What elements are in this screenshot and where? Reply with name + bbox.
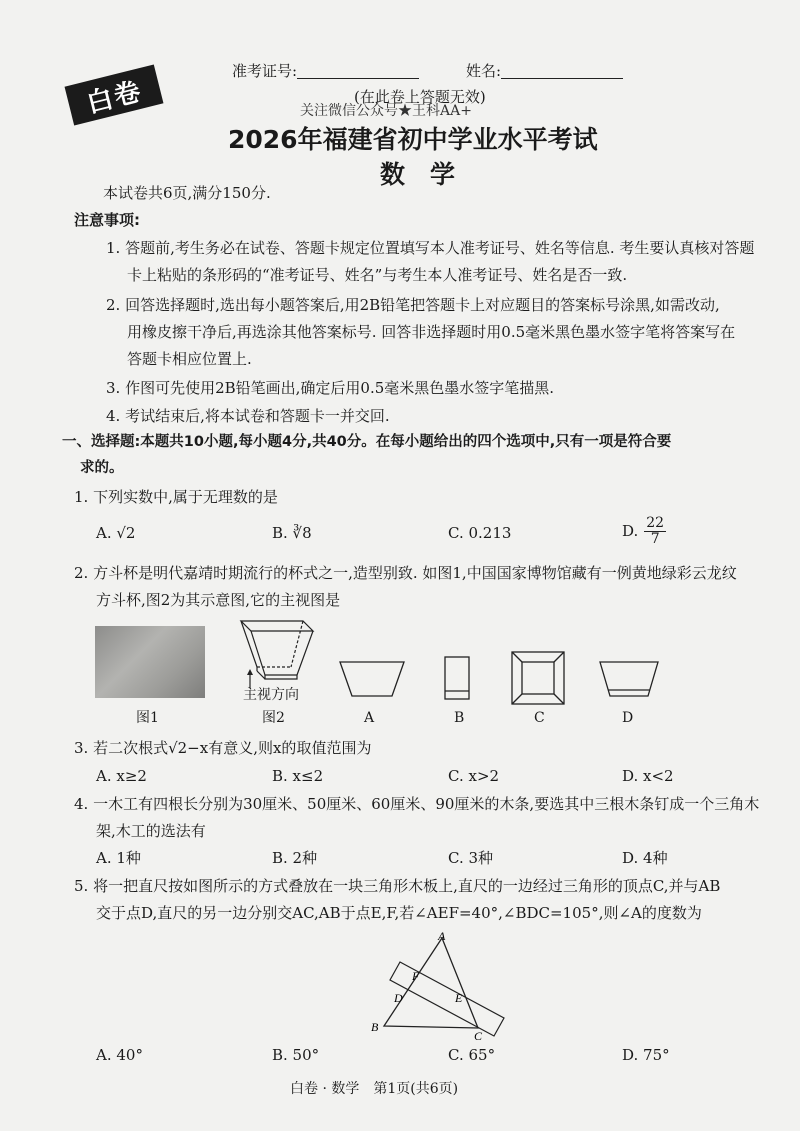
- q1-option-d-prefix: D.: [622, 522, 639, 541]
- notice-item: 答题卡相应位置上.: [127, 350, 252, 368]
- exam-id-field: [232, 64, 419, 79]
- q1-fraction-den: 7: [650, 531, 660, 548]
- q3-option-a: A. x≥2: [96, 767, 147, 785]
- paper-badge: 白卷: [65, 64, 164, 125]
- invalid-note: (在此卷上答题无效): [354, 88, 486, 106]
- q5-option-a: A. 40°: [96, 1046, 143, 1064]
- exam-id-label: 准考证号:: [232, 62, 298, 80]
- option-c-figure: [510, 650, 570, 708]
- q4-option-b: B. 2种: [272, 849, 318, 867]
- q3-stem: 3. 若二次根式√2−x有意义,则x的取值范围为: [74, 739, 372, 757]
- notice-item: 4. 考试结束后,将本试卷和答题卡一并交回.: [106, 407, 390, 425]
- name-label: 姓名:: [466, 62, 502, 80]
- point-label-c: C: [474, 1029, 483, 1043]
- option-a-label: A: [364, 710, 375, 726]
- q1-fraction-num: 22: [646, 515, 665, 531]
- point-label-f: F: [412, 969, 420, 983]
- exam-id-blank: [297, 64, 419, 79]
- point-label-a: A: [438, 929, 446, 943]
- exam-title: 2026年福建省初中学业水平考试: [228, 125, 598, 154]
- q5-stem: 5. 将一把直尺按如图所示的方式叠放在一块三角形木板上,直尺的一边经过三角形的顶点C,并与AB: [74, 877, 721, 895]
- option-d-label: D: [622, 710, 634, 726]
- q3-option-d: D. x<2: [622, 767, 674, 785]
- fig2-label: 图2: [262, 710, 285, 726]
- q1-option-c: C. 0.213: [448, 524, 512, 542]
- cup-photo: [95, 626, 205, 698]
- q5-stem-cont: 交于点D,直尺的另一边分别交AC,AB于点E,F,若∠AEF=40°,∠BDC=105°,则∠A的度数为: [96, 904, 702, 922]
- q1-fraction: [644, 516, 666, 548]
- subject-title: 数 学: [380, 160, 456, 189]
- notice-item: 卡上粘贴的条形码的“准考证号、姓名”与考生本人准考证号、姓名是否一致.: [127, 266, 628, 284]
- option-b-label: B: [454, 710, 465, 726]
- q3-option-c: C. x>2: [448, 767, 500, 785]
- q4-option-a: A. 1种: [96, 849, 141, 867]
- point-label-b: B: [371, 1020, 379, 1034]
- name-field: [466, 64, 623, 79]
- fig1-label: 图1: [136, 710, 159, 726]
- q4-option-d: D. 4种: [622, 849, 668, 867]
- q2-stem: 2. 方斗杯是明代嘉靖时期流行的杯式之一,造型别致. 如图1,中国国家博物馆藏有一例黄地绿彩云龙纹: [74, 564, 737, 582]
- notice-item: 1. 答题前,考生务必在试卷、答题卡规定位置填写本人准考证号、姓名等信息. 考生要认真核对答题: [106, 239, 755, 257]
- section-heading-cont: 求的。: [80, 460, 124, 476]
- q1-stem: 1. 下列实数中,属于无理数的是: [74, 488, 278, 506]
- point-label-d: D: [394, 991, 403, 1005]
- notice-item: 用橡皮擦干净后,再选涂其他答案标号. 回答非选择题时用0.5毫米黑色墨水签字笔将答案写在: [127, 323, 736, 341]
- page-footer: 白卷 · 数学 第1页(共6页): [290, 1081, 459, 1097]
- option-b-figure: [443, 655, 473, 705]
- view-direction-label: 主视方向: [243, 687, 299, 703]
- triangle-ruler-figure: [370, 929, 540, 1043]
- q5-option-d: D. 75°: [622, 1046, 670, 1064]
- q2-stem-cont: 方斗杯,图2为其示意图,它的主视图是: [96, 591, 341, 609]
- q4-stem: 4. 一木工有四根长分别为30厘米、50厘米、60厘米、90厘米的木条,要选其中三根木条钉成一个三角木: [74, 795, 760, 813]
- option-d-figure: [598, 658, 662, 704]
- notice-item: 3. 作图可先使用2B铅笔画出,确定后用0.5毫米黑色墨水签字笔描黑.: [106, 379, 555, 397]
- q1-option-b: B. ∛8: [272, 524, 312, 542]
- option-c-label: C: [534, 710, 545, 726]
- q4-option-c: C. 3种: [448, 849, 494, 867]
- q1-option-d: [622, 516, 666, 548]
- q5-option-c: C. 65°: [448, 1046, 496, 1064]
- q5-option-b: B. 50°: [272, 1046, 320, 1064]
- section-heading: 一、选择题:本题共10小题,每小题4分,共40分。在每小题给出的四个选项中,只有一项是符合要: [62, 434, 672, 450]
- q3-option-b: B. x≤2: [272, 767, 324, 785]
- point-label-e: E: [455, 991, 463, 1005]
- intro-text: 本试卷共6页,满分150分.: [103, 184, 271, 202]
- notice-heading: 注意事项:: [74, 211, 140, 229]
- q1-option-a: A. √2: [96, 524, 136, 542]
- q4-stem-cont: 架,木工的选法有: [96, 822, 206, 840]
- name-blank: [501, 64, 623, 79]
- option-a-figure: [338, 658, 408, 704]
- notice-item: 2. 回答选择题时,选出每小题答案后,用2B铅笔把答题卡上对应题目的答案标号涂黑,如需改动,: [106, 296, 720, 314]
- watermark-text: 关注微信公众号★王科AA+: [300, 103, 472, 119]
